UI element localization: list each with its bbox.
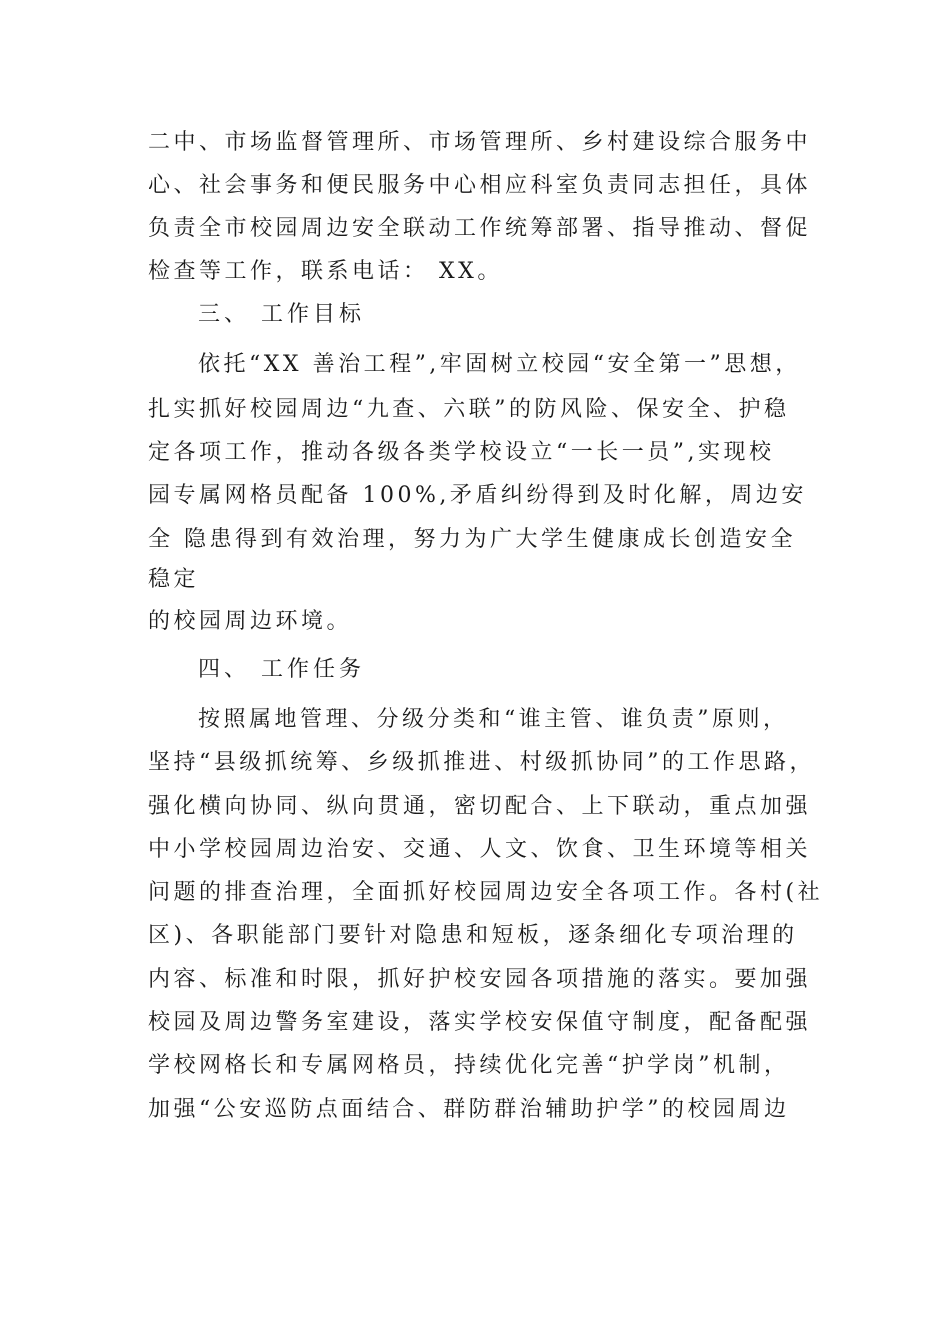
body-line: 加强“公安巡防点面结合、群防群治辅助护学”的校园周边 [148,1097,790,1122]
body-line: 区)、各职能部门要针对隐患和短板，逐条细化专项治理的 [148,923,798,948]
body-line: 负责全市校园周边安全联动工作统筹部署、指导推动、督促 [148,216,812,241]
section-heading: 三、 工作目标 [198,302,365,327]
body-line: 定各项工作，推动各级各类学校设立“一长一员”,实现校 [148,440,775,465]
body-line: 校园及周边警务室建设，落实学校安保值守制度，配备配强 [148,1010,812,1035]
body-line: 扎实抓好校园周边“九查、六联”的防风险、保安全、护稳 [148,397,790,422]
body-line: 强化横向协同、纵向贯通，密切配合、上下联动，重点加强 [148,794,812,819]
body-line: 中小学校园周边治安、交通、人文、饮食、卫生环境等相关 [148,837,812,862]
body-line: 的校园周边环境。 [148,609,353,634]
body-line: 内容、标准和时限，抓好护校安园各项措施的落实。要加强 [148,967,812,992]
body-line: 问题的排查治理，全面抓好校园周边安全各项工作。各村(社 [148,880,824,905]
body-line: 检查等工作，联系电话： XX。 [148,259,503,284]
body-line: 心、社会事务和便民服务中心相应科室负责同志担任，具体 [148,173,812,198]
body-line: 园专属网格员配备 100%,矛盾纠纷得到及时化解，周边安 [148,483,807,508]
body-line: 学校网格长和专属网格员，持续优化完善“护学岗”机制， [148,1053,790,1078]
paragraph-first-line: 依托“XX 善治工程”,牢固树立校园“安全第一”思想， [198,352,801,377]
section-heading: 四、 工作任务 [198,657,365,682]
body-line: 全 隐患得到有效治理，努力为广大学生健康成长创造安全 [148,527,796,552]
body-line: 二中、市场监督管理所、市场管理所、乡村建设综合服务中 [148,130,812,155]
paragraph-first-line: 按照属地管理、分级分类和“谁主管、谁负责”原则， [198,707,789,732]
body-line: 坚持“县级抓统筹、乡级抓推进、村级抓协同”的工作思路， [148,750,815,775]
body-line: 稳定 [148,567,200,592]
